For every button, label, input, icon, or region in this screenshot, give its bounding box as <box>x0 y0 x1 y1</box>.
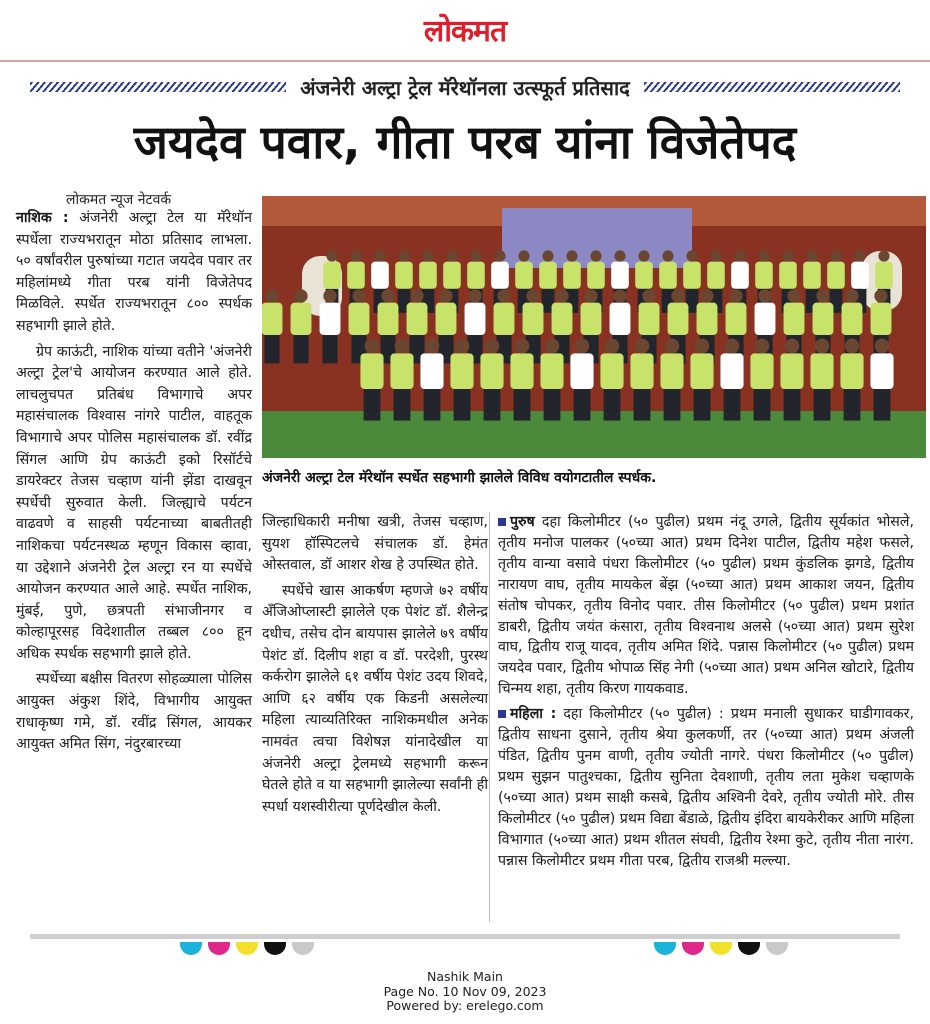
masthead-rule <box>0 60 930 62</box>
registration-dot <box>766 942 788 955</box>
registration-dot <box>180 942 202 955</box>
print-registration-dots-left <box>180 942 314 955</box>
registration-dot <box>208 942 230 955</box>
print-color-bar <box>30 934 900 939</box>
dateline: नाशिक : <box>16 210 69 226</box>
men-label: पुरुष <box>510 514 535 530</box>
women-results: दहा किलोमीटर (५० पुढील) : प्रथम मनाली सुधाकर घाडीगावकर, द्वितीय साधना दुसाने, तृतीय श्रेया कुलकर्णी, तर (५०च्या आत) प्रथम अंजली पंडित, द्वितीय पुनम वाणी, तृतीय ज्योती नागरे. पंधरा किलोमीटर (५० पुढील) प्रथम सुझन पातुश्चका, द्वितीय सुनिता देवशाणी, तृतीय लता मुकेश चव्हाणके (५०च्या आत) प्रथम साक्षी कसबे, द्वितीय अश्विनी देवरे, तृतीय ज्योती मोरे. तीस किलोमीटर (५० पुढील) प्रथम विद्या बेंडाळे, द्वितीय इंदिरा बायकेरीकर आणि महिला विभागात (५०च्या आत) प्रथम शीतल संघवी, द्वितीय रेश्मा कुटे, तृतीय नीता नारंग. पन्नास किलोमीटर प्रथम गीता परब, द्वितीय राजश्री मल्ल्या. <box>498 706 914 869</box>
registration-dot <box>710 942 732 955</box>
column-2 <box>262 512 488 822</box>
powered-by: Powered by: erelego.com <box>386 998 544 1013</box>
men-results: दहा किलोमीटर (५० पुढील) प्रथम नंदू उगले, द्वितीय सूर्यकांत भोसले, तृतीय मनोज पालकर (५०च्या आत) प्रथम दिनेश पाटील, द्वितीय महेश फसले, तृतीय वान्या वसावे पंधरा किलोमीटर (५० पुढील) प्रथम कुंडलिक झगडे, द्वितीय नारायण वाघ, तृतीय मायकेल बेंझ (५०च्या आत) प्रथम आकाश जयन, द्वितीय संतोष चोपकर, तृतीय विनोद पवार. तीस किलोमीटर (५० पुढील) प्रथम प्रशांत डाबरी, द्वितीय जयंत कंसारा, तृतीय विश्वनाथ अलसे (५०च्या आत) प्रथम सुरेश वाघ, द्वितीय राजू यादव, तृतीय अमित शिंदे. पन्नास किलोमीटर (५० पुढील) प्रथम जयदेव पवार, द्वितीय भोपाळ सिंह नेगी (५०च्या आत) प्रथम अनिल खोटारे, द्वितीय चिन्मय शहा, तृतीय किरण गायकवाड. <box>498 514 914 698</box>
registration-dot <box>236 942 258 955</box>
headline: जयदेव पवार, गीता परब यांना विजेतेपद <box>133 115 797 169</box>
kicker-row <box>30 73 900 101</box>
col2-para-2: स्पर्धेचे खास आकर्षण म्हणजे ७२ वर्षीय अँजिओप्लास्टी झालेले एक पेशंट डॉ. शैलेन्द्र दधीच, तसेच दोन बायपास झालेले ७९ वर्षीय पेशंट डॉ. दिलीप शहा व डॉ. परदेशी, पुरस्थ कर्करोग झालेले ६१ वर्षीय पेशंट उदय शिवदे, आणि ६२ वर्षीय एक किडनी असलेल्या महिला त्याव्यतिरिक्त नाशिकमधील अनेक नामवंत त्वचा विशेषज्ञ यांनादेखील या अंजनेरी अल्ट्रा ट्रेलमध्ये सहभागी करून घेतले होते व या सहभागी झालेल्या सर्वांनी ही स्पर्धा यशस्वीरीत्या पूर्णदेखील केली. <box>262 582 488 815</box>
registration-dot <box>654 942 676 955</box>
col1-para-1 <box>16 208 252 338</box>
hatch-right <box>644 82 900 92</box>
registration-dot <box>264 942 286 955</box>
col2-para-1: जिल्हाधिकारी मनीषा खत्री, तेजस चव्हाण, सुयश हॉस्पिटलचे संचालक डॉ. हेमंत ओस्तवाल, डॉ आशर शेख हे उपस्थित होते. <box>262 514 488 574</box>
results-women <box>498 704 914 871</box>
registration-dot <box>738 942 760 955</box>
masthead <box>0 0 930 58</box>
kicker: अंजनेरी अल्ट्रा ट्रेल मॅरेथॉनला उत्स्फूर्त प्रतिसाद <box>300 75 630 100</box>
registration-dot <box>292 942 314 955</box>
runners-group-photo <box>262 196 926 458</box>
col1-para-1-text: अंजनेरी अल्ट्रा टेल या मॅरेथॉन स्पर्धेला राज्यभरातून मोठा प्रतिसाद लाभला. ५० वर्षांवरील पुरुषांच्या गटात जयदेव पवार तर महिलांमध्ये गीता परब यांनी विजेतेपद मिळविले. स्पर्धेत राज्यभरातून ८०० स्पर्धक सहभागी झाले होते. <box>16 210 252 334</box>
edition-name: Nashik Main <box>427 969 503 984</box>
results-column <box>498 512 914 875</box>
registration-dot <box>682 942 704 955</box>
page-footer <box>0 970 930 1014</box>
page-and-date: Page No. 10 Nov 09, 2023 <box>383 983 547 999</box>
women-label: महिला : <box>510 706 557 723</box>
lokmat-logo: लोकमत <box>423 13 507 49</box>
bullet-square-icon <box>498 518 506 526</box>
photo-caption: अंजनेरी अल्ट्रा टेल मॅरेथॉन स्पर्धेत सहभागी झालेले विविध वयोगटातील स्पर्धक. <box>262 470 657 486</box>
column-divider <box>489 512 490 922</box>
print-registration-dots-right <box>654 942 788 955</box>
bullet-square-icon <box>498 710 506 718</box>
results-men <box>498 512 914 700</box>
photo-illustration <box>262 196 926 458</box>
byline: लोकमत न्यूज नेटवर्क <box>66 192 172 208</box>
column-1 <box>16 208 252 760</box>
col1-para-3: स्पर्धेच्या बक्षीस वितरण सोहळ्याला पोलिस आयुक्त अंकुश शिंदे, विभागीय आयुक्त राधाकृष्ण गमे, डॉ. रवींद्र सिंगल, आयकर आयुक्त अमित सिंग, नंदुरबारच्या <box>16 671 252 753</box>
col1-para-2: ग्रेप काऊंटी, नाशिक यांच्या वतीने 'अंजनेरी अल्ट्रा ट्रेल'चे आयोजन करण्यात आले होते. लाचलुचपत प्रतिबंध विभागाचे अपर महासंचालक विश्वास नांगरे पाटील, वाहतूक विभागाचे अपर पोलिस महासंचालक डॉ. रवींद्र सिंगल आणि ग्रेप काऊंटी इको रिसॉर्टचे डायरेक्टर तेजस चव्हाण यांनी झेंडा दाखवून स्पर्धेची सुरुवात केली. जिल्ह्याचे पर्यटन वाढवणे व साहसी पर्यटनाच्या बाबतीतही नाशिकचा पर्यटनस्थळ म्हणून विकास व्हावा, या उद्देशाने अंजनेरी ट्रेल अल्ट्रा रन या स्पर्धेचे आयोजन करण्यात आले आहे. स्पर्धेत नाशिक, मुंबई, पुणे, छत्रपती संभाजीनगर व कोल्हापूरसह विदेशातील तब्बल ८०० हून अधिक स्पर्धक सहभागी झाले होते. <box>16 343 252 662</box>
hatch-left <box>30 82 286 92</box>
